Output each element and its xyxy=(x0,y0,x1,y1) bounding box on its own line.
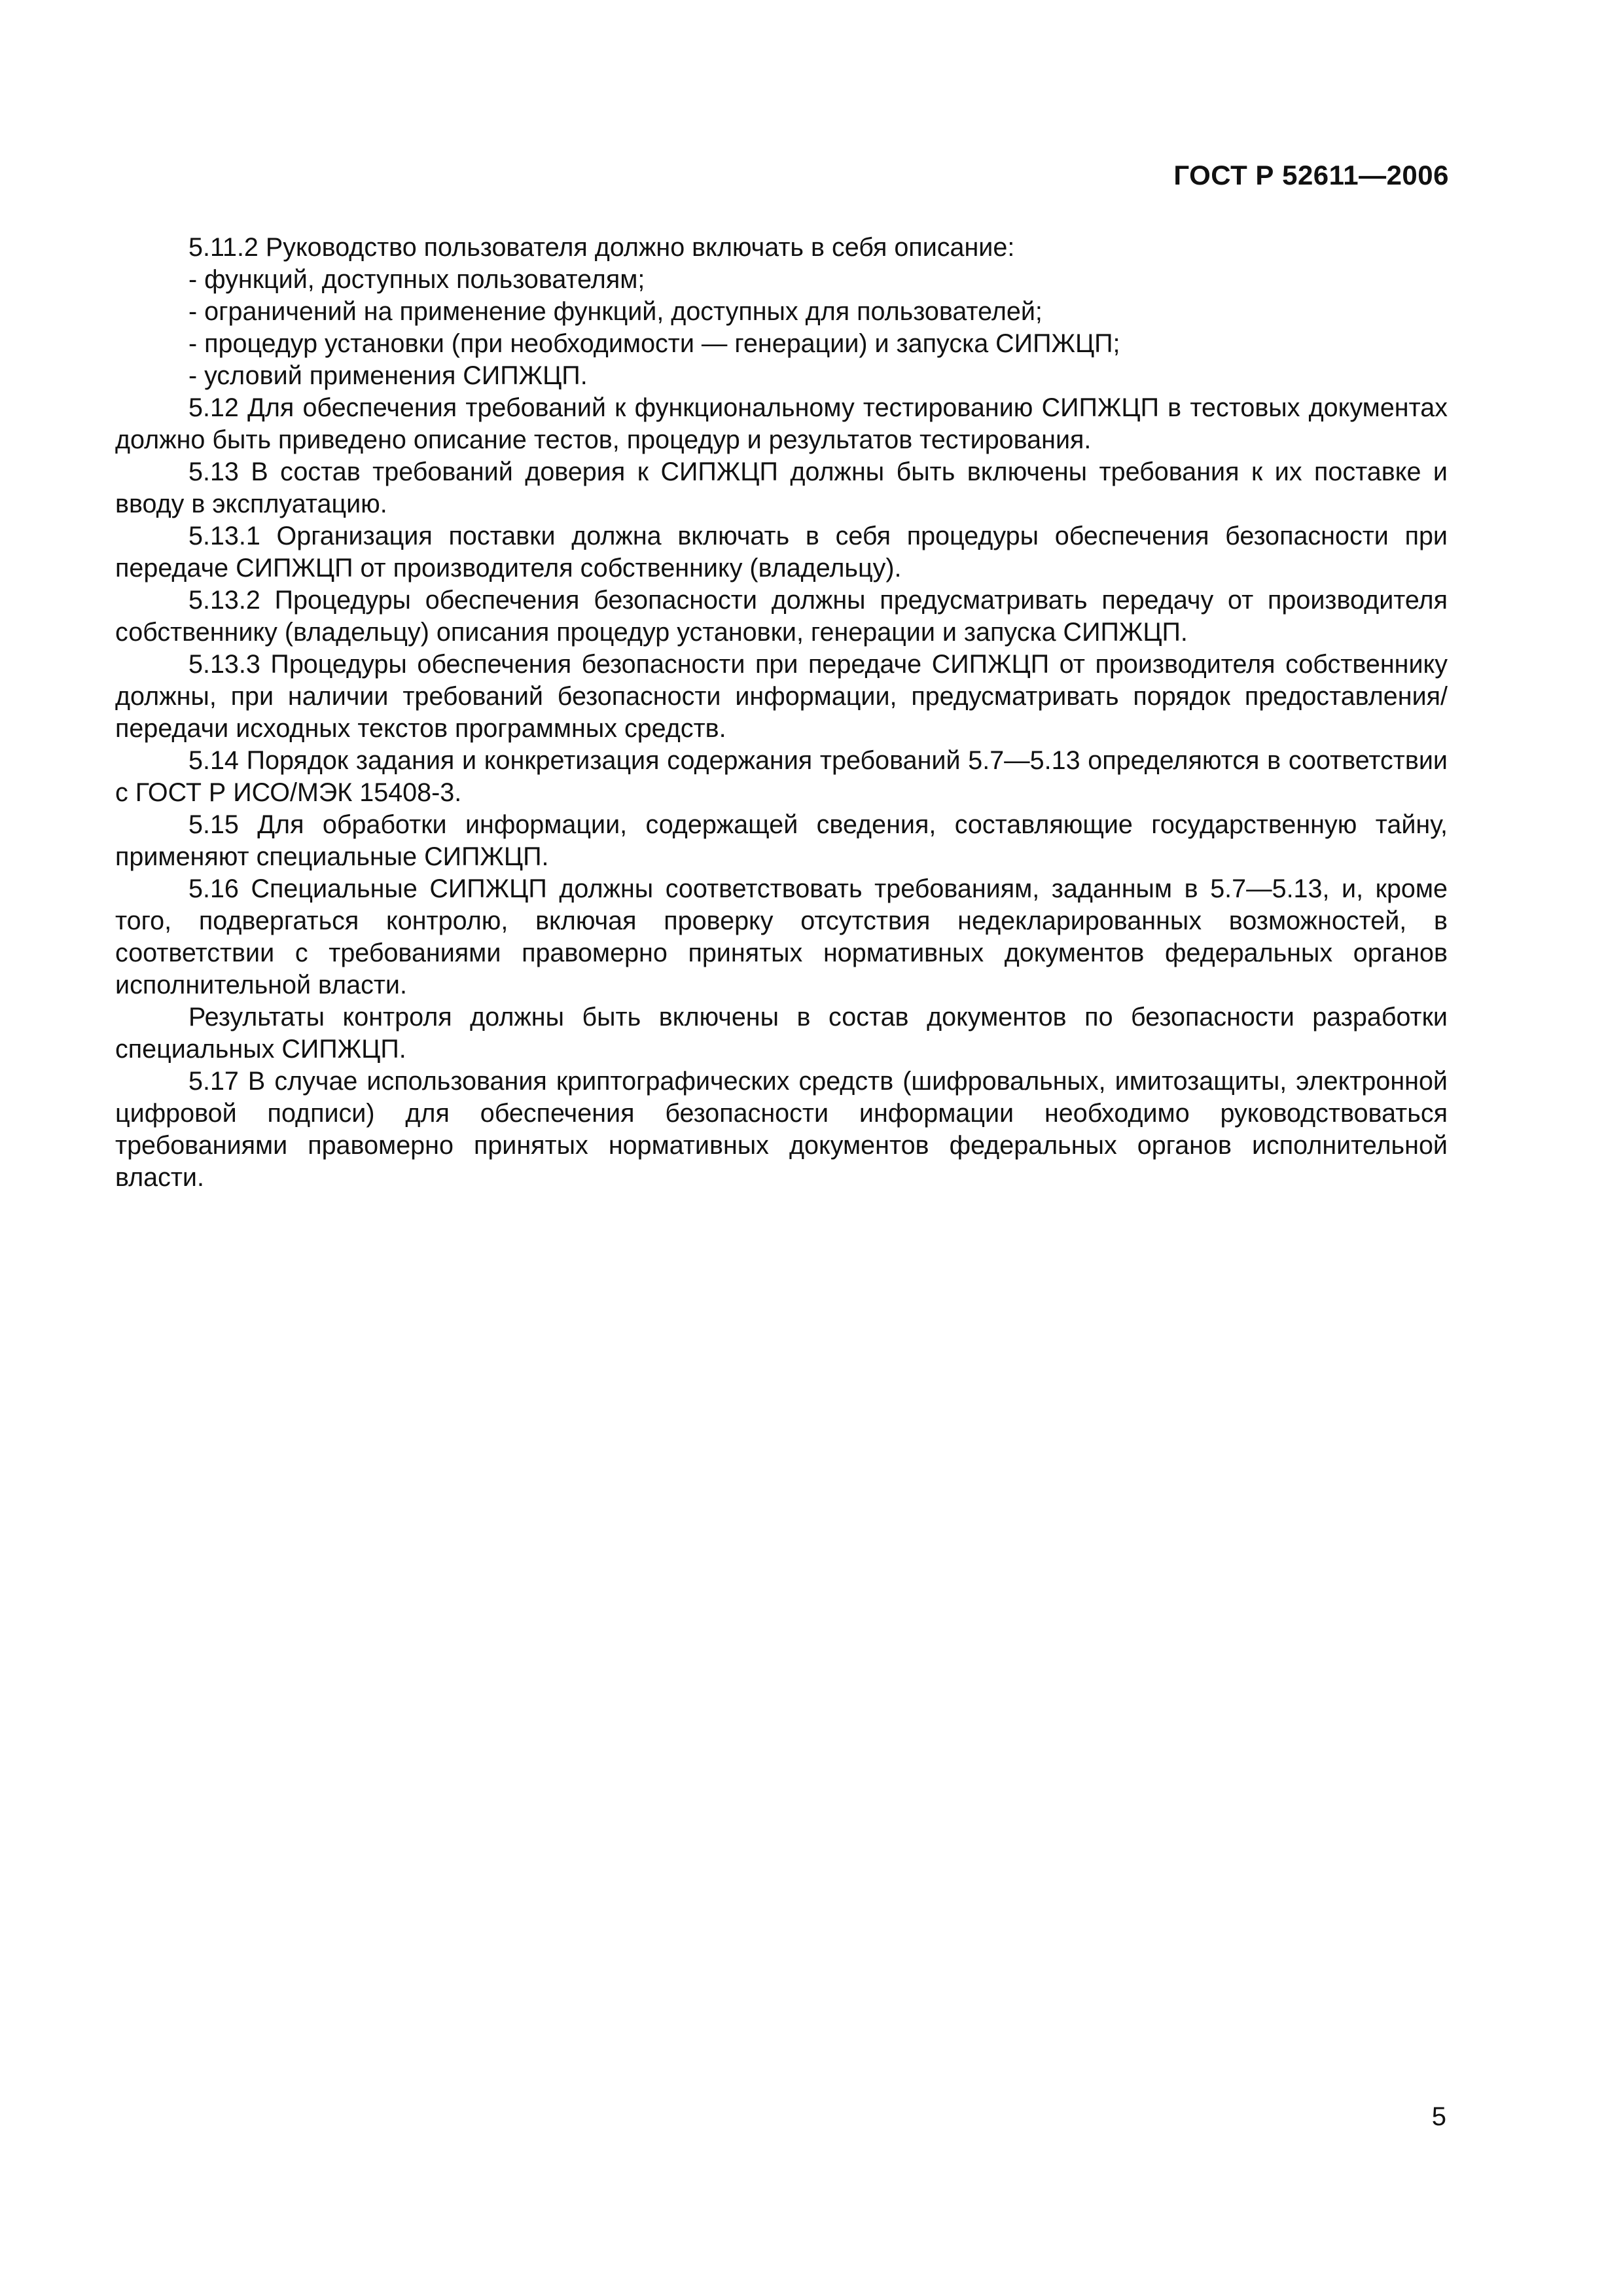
list-item-conditions: - условий применения СИПЖЦП. xyxy=(188,361,588,390)
paragraph-5-13: 5.13 В состав требований доверия к СИПЖЦП должны быть включены требования к их поставке и вводу в эксплуатацию. xyxy=(115,457,1448,518)
paragraph-5-13-2: 5.13.2 Процедуры обеспечения безопасности должны предусматривать передачу от производителя собственнику (владельцу) описания процедур установки, генерации и запуска СИПЖЦП. xyxy=(115,586,1448,647)
document-header-code: ГОСТ Р 52611—2006 xyxy=(1173,160,1449,190)
list-item-functions: - функций, доступных пользователям; xyxy=(188,265,645,294)
paragraph-5-17: 5.17 В случае использования криптографических средств (шифровальных, имитозащиты, электронной цифровой подписи) для обеспечения безопасности информации необходимо руководствоваться требованиями правомерно принятых нормативных документов федеральных органов исполнительной власти. xyxy=(115,1067,1448,1192)
paragraph-5-13-3: 5.13.3 Процедуры обеспечения безопасности при передаче СИПЖЦП от производителя собственнику должны, при наличии требований безопасности информации, предусматривать порядок предоставления/передачи исходных текстов программных средств. xyxy=(115,650,1448,743)
paragraph-5-14: 5.14 Порядок задания и конкретизация содержания требований 5.7—5.13 определяются в соответствии с ГОСТ Р ИСО/МЭК 15408-3. xyxy=(115,746,1448,807)
paragraph-5-11-2: 5.11.2 Руководство пользователя должно включать в себя описание: xyxy=(188,233,1015,262)
paragraph-control-results: Результаты контроля должны быть включены в состав документов по безопасности разработки специальных СИПЖЦП. xyxy=(115,1003,1448,1064)
paragraph-5-13-1: 5.13.1 Организация поставки должна включать в себя процедуры обеспечения безопасности при передаче СИПЖЦП от производителя собственнику (владельцу). xyxy=(115,522,1448,583)
paragraph-5-16: 5.16 Специальные СИПЖЦП должны соответствовать требованиям, заданным в 5.7—5.13, и, кроме того, подвергаться контролю, включая проверку отсутствия недекларированных возможностей, в соответствии с требованиями правомерно принятых нормативных документов федеральных органов исполнительной власти. xyxy=(115,874,1448,999)
paragraph-5-15: 5.15 Для обработки информации, содержащей сведения, составляющие государственную тайну, применяют специальные СИПЖЦП. xyxy=(115,810,1448,871)
list-item-procedures: - процедур установки (при необходимости — генерации) и запуска СИПЖЦП; xyxy=(188,329,1120,358)
paragraph-5-12: 5.12 Для обеспечения требований к функциональному тестированию СИПЖЦП в тестовых документах должно быть приведено описание тестов, процедур и результатов тестирования. xyxy=(115,393,1448,454)
list-item-restrictions: - ограничений на применение функций, доступных для пользователей; xyxy=(188,297,1043,326)
page-number: 5 xyxy=(1431,2102,1446,2131)
document-body xyxy=(115,232,1448,1194)
